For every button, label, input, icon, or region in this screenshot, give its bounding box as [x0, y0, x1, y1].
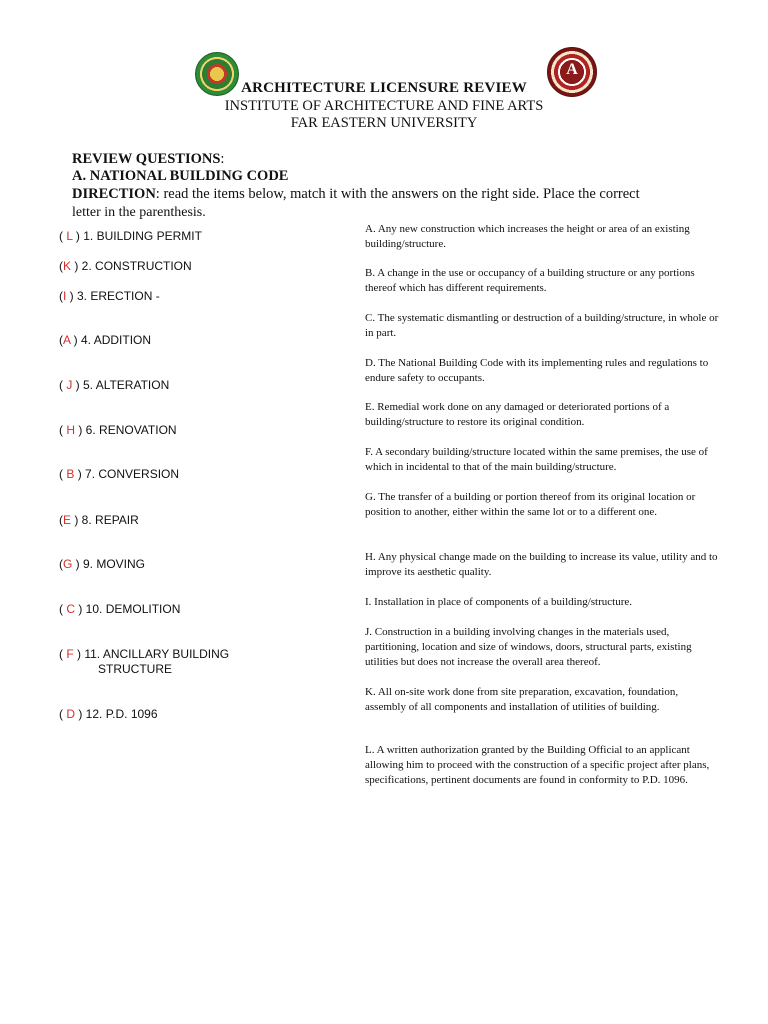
review-questions-label: REVIEW QUESTIONS: [72, 151, 221, 167]
definition-k: K. All on-site work done from site preparation, excavation, foundation, assembly of all components and installation of utilities of building.: [365, 686, 679, 713]
answer-letter: K: [63, 259, 72, 273]
answer-letter: I: [63, 289, 67, 303]
review-questions-colon: :: [220, 151, 225, 167]
question-item-12: [59, 707, 158, 721]
section-heading: A. NATIONAL BUILDING CODE: [72, 168, 289, 184]
answer-letter: A: [63, 333, 71, 347]
question-item-4: [59, 333, 151, 347]
item-open: (: [59, 647, 67, 661]
definition-h: H. Any physical change made on the building to increase its value, utility and to improve its aesthetic quality.: [365, 551, 718, 578]
definition-j: J. Construction in a building involving changes in the materials used, partitioning, location and size of windows, doors, structural parts, existing utilities but does not increase the overall area thereof.: [365, 626, 692, 668]
answer-letter: C: [66, 602, 76, 616]
definition-l: L. A written authorization granted by the Building Official to an applicant allowing him to proceed with the construction of a specific project after plans, specifications, pertinent documents are found in conformity to P.D. 1096.: [365, 744, 710, 786]
question-item-1: [59, 229, 202, 243]
definition-a: A. Any new construction which increases the height or area of an existing building/structure.: [365, 223, 690, 250]
question-item-10: [59, 602, 180, 616]
answer-letter: D: [66, 707, 76, 721]
item-open: (: [59, 707, 67, 721]
item-open: (: [59, 602, 67, 616]
question-item-5: [59, 378, 169, 392]
answer-letter: F: [66, 647, 74, 661]
answer-letter: B: [66, 467, 75, 481]
definition-d: D. The National Building Code with its implementing rules and regulations to endure safety to occupants.: [365, 357, 709, 384]
item-label: ) 8. REPAIR: [71, 513, 139, 527]
question-item-8: [59, 513, 139, 527]
item-open: (: [59, 289, 63, 303]
item-open: (: [59, 423, 67, 437]
item-label: ) 11. ANCILLARY BUILDING: [73, 647, 230, 661]
institute-name: INSTITUTE OF ARCHITECTURE AND FINE ARTS: [224, 98, 544, 114]
item-open: (: [59, 378, 67, 392]
item-label: ) 7. CONVERSION: [74, 467, 180, 481]
item-label: ) 12. P.D. 1096: [75, 707, 158, 721]
item-label: ) 9. MOVING: [72, 557, 146, 571]
item-label: ) 1. BUILDING PERMIT: [72, 229, 202, 243]
item-label: ) 2. CONSTRUCTION: [71, 259, 192, 273]
question-item-9: [59, 557, 145, 571]
question-item-7: [59, 467, 179, 481]
item-open: (: [59, 467, 67, 481]
definition-i: I. Installation in place of components of a building/structure.: [365, 596, 632, 608]
review-questions-heading: [72, 151, 224, 168]
direction-text: : read the items below, match it with the answers on the right side. Place the correct: [155, 186, 640, 202]
review-title: ARCHITECTURE LICENSURE REVIEW: [241, 80, 527, 96]
university-name: FAR EASTERN UNIVERSITY: [290, 115, 478, 131]
definition-g: G. The transfer of a building or portion thereof from its original location or position to another, either within the same lot or to a different one.: [365, 491, 696, 518]
answer-letter: G: [63, 557, 73, 571]
item-label: ) 5. ALTERATION: [72, 378, 170, 392]
definition-e: E. Remedial work done on any damaged or deteriorated portions of a building/structure to restore its original condition.: [365, 401, 670, 428]
question-item-6: [59, 423, 177, 437]
item-label: ) 4. ADDITION: [70, 333, 152, 347]
answer-letter: E: [63, 513, 72, 527]
item-label: ) 3. ERECTION -: [66, 289, 160, 303]
direction-label: DIRECTION: [72, 186, 156, 202]
answer-letter: L: [66, 229, 73, 243]
item-label: ) 10. DEMOLITION: [75, 602, 181, 616]
answer-letter: J: [66, 378, 73, 392]
item-label-continued: STRUCTURE: [98, 662, 172, 676]
question-item-11: [59, 647, 229, 676]
direction-line: [72, 186, 640, 203]
item-open: (: [59, 513, 63, 527]
item-open: (: [59, 229, 67, 243]
direction-text-continued: letter in the parenthesis.: [72, 205, 206, 220]
answer-letter: H: [66, 423, 76, 437]
definition-c: C. The systematic dismantling or destruction of a building/structure, in whole or in part.: [365, 312, 719, 339]
question-item-3: [59, 289, 160, 303]
item-label: ) 6. RENOVATION: [75, 423, 177, 437]
definition-f: F. A secondary building/structure located within the same premises, the use of which in incidental to that of the main building/structure.: [365, 446, 708, 473]
item-open: (: [59, 333, 63, 347]
definition-b: B. A change in the use or occupancy of a building structure or any portions thereof which has different requirements.: [365, 267, 695, 294]
item-open: (: [59, 557, 63, 571]
item-open: (: [59, 259, 63, 273]
question-item-2: [59, 259, 192, 273]
